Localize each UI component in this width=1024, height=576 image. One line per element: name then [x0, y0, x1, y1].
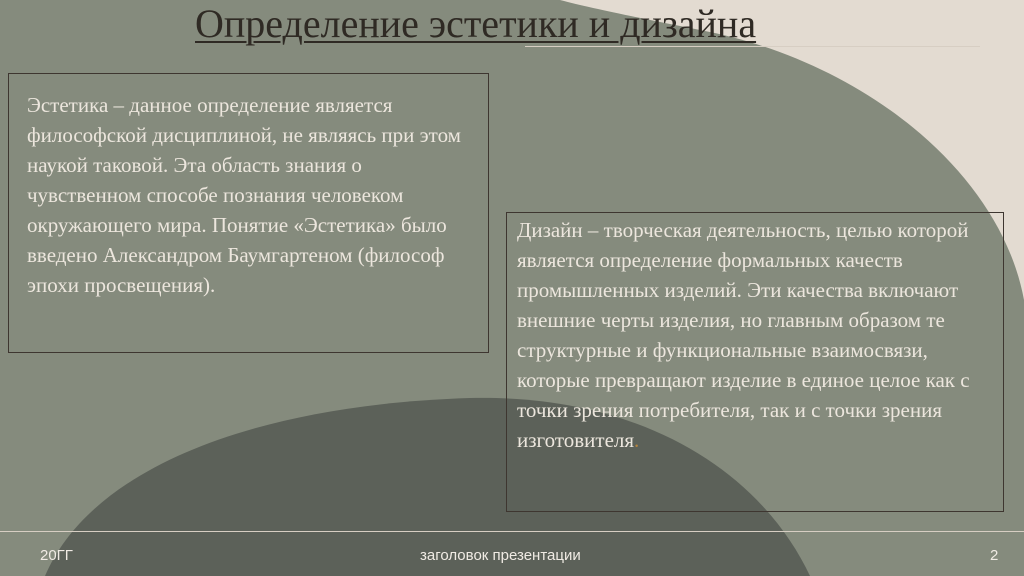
design-definition-box: [506, 212, 1004, 512]
footer-presentation-title: заголовок презентации: [420, 547, 581, 564]
aesthetics-definition-text: Эстетика – данное определение является философской дисциплиной, не являясь при этом наукой таковой. Эта область знания о чувственном способе познания человеком окружающего мира. Понятие «Эстетика» было введено Александром Баумгартеном (философ эпохи просвещения).: [27, 93, 461, 297]
slide-title: Определение эстетики и дизайна: [195, 1, 757, 46]
design-end-mark: .: [634, 428, 640, 452]
footer-page-number: 2: [990, 547, 999, 564]
footer-divider: [0, 531, 1024, 532]
footer-date: 20ГГ: [40, 547, 73, 564]
design-definition-text: Дизайн – творческая деятельность, целью которой является определение формальных качеств промышленных изделий. Эти качества включают внешние черты изделия, но главным образом те структурные и функциональные взаимосвязи, которые превращают изделие в единое целое как с точки зрения потребителя, так и с точки зрения изготовителя: [517, 218, 970, 452]
aesthetics-definition-box: [8, 73, 489, 353]
title-divider: [525, 46, 980, 47]
